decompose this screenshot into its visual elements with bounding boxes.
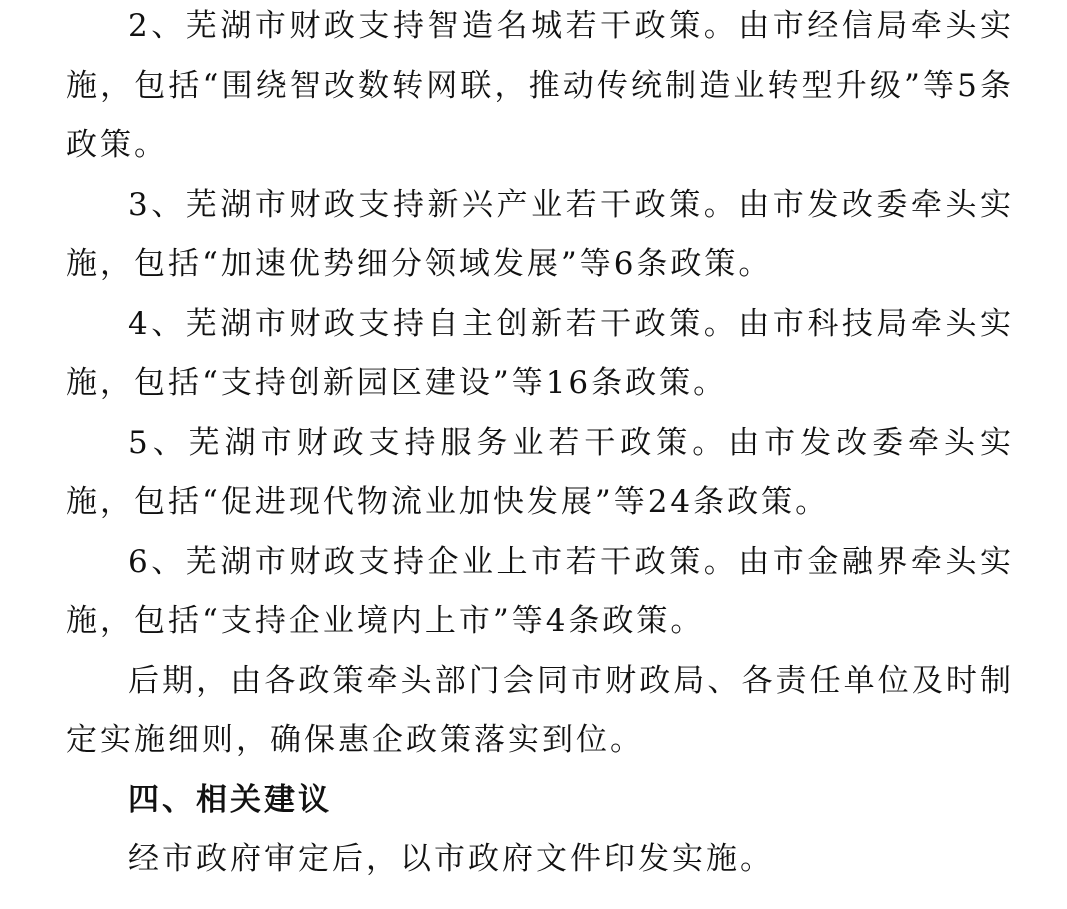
policy-item-4: 4、芜湖市财政支持自主创新若干政策。由市科技局牵头实施，包括“支持创新园区建设”等16条政策。 [66, 305, 1014, 401]
policy-item-3: 3、芜湖市财政支持新兴产业若干政策。由市发改委牵头实施，包括“加速优势细分领域发展”等6条政策。 [66, 186, 1014, 282]
followup-paragraph: 后期，由各政策牵头部门会同市财政局、各责任单位及时制定实施细则，确保惠企政策落实到位。 [66, 662, 1014, 758]
policy-item-2: 2、芜湖市财政支持智造名城若干政策。由市经信局牵头实施，包括“围绕智改数转网联，推动传统制造业转型升级”等5条政策。 [66, 8, 1014, 163]
document-page [66, 0, 1014, 890]
policy-item-5: 5、芜湖市财政支持服务业若干政策。由市发改委牵头实施，包括“促进现代物流业加快发展”等24条政策。 [66, 424, 1014, 520]
policy-item-6: 6、芜湖市财政支持企业上市若干政策。由市金融界牵头实施，包括“支持企业境内上市”等4条政策。 [66, 543, 1014, 639]
closing-paragraph: 经市政府审定后，以市政府文件印发实施。 [128, 841, 774, 877]
section-heading: 四、相关建议 [128, 781, 332, 818]
